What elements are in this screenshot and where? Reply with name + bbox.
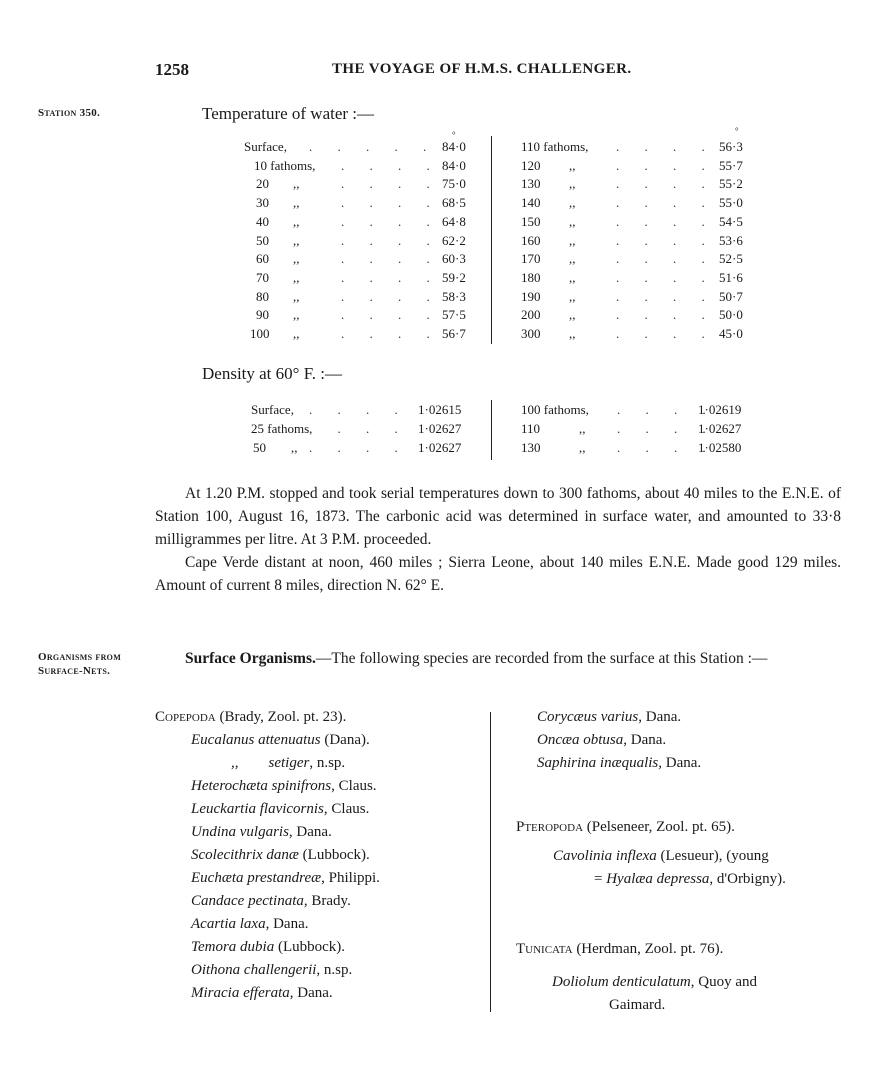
temperature-left-leader-dots: . . . . <box>341 251 430 267</box>
page-number: 1258 <box>155 60 189 79</box>
density-right-ditto-mark: ,, <box>579 440 586 455</box>
margin-note-organisms-line1: Organisms from <box>38 651 122 663</box>
species-authority: , Brady. <box>303 893 351 909</box>
temperature-left-leader-dots: . . . . <box>341 157 430 173</box>
copepoda-species-item <box>191 844 380 867</box>
temperature-right-leader-dots: . . . . <box>616 176 705 192</box>
temperature-left-value: 75·0 <box>442 176 466 192</box>
copepoda-species-item <box>191 729 380 752</box>
species-authority: (Lubbock). <box>274 939 346 955</box>
temperature-right-leader-dots: . . . . <box>616 326 705 341</box>
copepoda-species-item <box>191 936 380 959</box>
species-name: Temora dubia <box>191 939 275 955</box>
density-right-leader-dots: . . . . <box>617 440 706 455</box>
pteropoda-block <box>516 816 786 891</box>
temperature-right-row <box>521 270 751 289</box>
density-left-row <box>251 440 491 459</box>
species-authority: , Philippi. <box>321 870 380 886</box>
temperature-right-leader-dots: . . . . <box>616 139 705 154</box>
species-authority: , Dana. <box>623 732 667 748</box>
copepoda-continued <box>537 706 701 775</box>
temperature-left-row <box>244 176 484 195</box>
temperature-right-value: 51·6 <box>719 269 743 285</box>
temperature-right-row <box>521 158 751 177</box>
temperature-left-value: 60·3 <box>442 251 466 267</box>
copepoda-species-item <box>191 913 380 936</box>
temperature-left-ditto-mark: ,, <box>293 213 300 229</box>
temperature-right-value: 50·0 <box>719 307 743 323</box>
temperature-left-row <box>244 326 484 345</box>
pteropoda-species-authority: (Lesueur), (young <box>656 848 769 864</box>
temperature-left-leader-dots: . . . . <box>341 288 430 304</box>
temperature-left-row <box>244 233 484 252</box>
temperature-left-ditto-mark: ,, <box>293 307 300 323</box>
temperature-right-value: 55·2 <box>719 176 743 192</box>
temperature-right-leader-dots: . . . . <box>616 269 705 285</box>
copepoda-species-item <box>537 752 701 775</box>
temperature-heading: Temperature of water :— <box>202 104 375 123</box>
temperature-left-ditto-mark: ,, <box>293 326 300 341</box>
density-right-ditto-mark: ,, <box>579 421 586 436</box>
copepoda-species-item <box>191 752 380 775</box>
temperature-left-depth: 10 fathoms, <box>254 157 316 173</box>
temperature-left-row <box>244 195 484 214</box>
species-name: Eucalanus attenuatus <box>191 732 321 748</box>
temperature-right-value: 56·3 <box>719 139 743 154</box>
species-authority: , Dana. <box>638 709 682 725</box>
copepoda-species-item <box>191 959 380 982</box>
temperature-right-ditto-mark: ,, <box>569 251 576 267</box>
temperature-left-value: 62·2 <box>442 232 466 248</box>
density-right-depth: 100 fathoms, <box>521 402 589 417</box>
density-right-row <box>521 440 761 459</box>
temperature-left-depth: 100 <box>250 326 270 341</box>
temperature-left-depth: 20 <box>256 176 269 192</box>
temperature-right-row <box>521 195 751 214</box>
temperature-right-row <box>521 139 751 158</box>
temperature-right-ditto-mark: ,, <box>569 326 576 341</box>
temperature-right-leader-dots: . . . . <box>616 288 705 304</box>
tunicata-species-name: Doliolum denticulatum <box>552 974 691 990</box>
copepoda-species-item <box>191 821 380 844</box>
species-name: Miracia efferata <box>191 985 290 1001</box>
temperature-left-depth: 40 <box>256 213 269 229</box>
density-left-row <box>251 421 491 440</box>
temperature-left-row <box>244 214 484 233</box>
temperature-left-row <box>244 158 484 177</box>
temperature-right-depth: 130 <box>521 176 541 192</box>
copepoda-list <box>155 706 380 1005</box>
species-name: ,, setiger <box>231 755 310 771</box>
density-right-value: 1·02580 <box>698 440 742 455</box>
species-name: Leuckartia flavicornis <box>191 801 324 817</box>
species-name: Saphirina inæqualis <box>537 755 659 771</box>
degree-mark-right: ° <box>735 126 739 136</box>
temperature-right-value: 54·5 <box>719 213 743 229</box>
density-left-value: 1·02627 <box>418 421 462 436</box>
temperature-left-row <box>244 139 484 158</box>
temperature-right-leader-dots: . . . . <box>616 232 705 248</box>
pteropoda-synonym-name: Hyalæa depressa <box>606 871 710 887</box>
density-left-leader-dots: . . . . <box>309 402 398 417</box>
temperature-right-ditto-mark: ,, <box>569 176 576 192</box>
density-left-ditto-mark: ,, <box>291 440 298 455</box>
temperature-left-leader-dots: . . . . <box>341 232 430 248</box>
temperature-right-value: 55·7 <box>719 157 743 173</box>
temperature-right-leader-dots: . . . . <box>616 307 705 323</box>
temperature-right-value: 52·5 <box>719 251 743 267</box>
copepoda-group: Copepoda <box>155 709 216 725</box>
tunicata-block <box>516 938 757 1017</box>
temperature-left-depth: 50 <box>256 232 269 248</box>
density-right-value: 1·02627 <box>698 421 742 436</box>
temperature-left-value: 68·5 <box>442 195 466 211</box>
temperature-left-depth: Surface, <box>244 139 287 154</box>
copepoda-species <box>155 729 380 1005</box>
species-authority: , Dana. <box>658 755 702 771</box>
paragraph-2: Cape Verde distant at noon, 460 miles ; Sierra Leone, about 140 miles E.N.E. Made good 129 miles. Amount of current 8 miles, direction N. 62° E. <box>155 554 841 594</box>
temperature-right-ditto-mark: ,, <box>569 288 576 304</box>
species-name: Oithona challengerii <box>191 962 317 978</box>
temperature-right-leader-dots: . . . . <box>616 213 705 229</box>
species-authority: , Dana. <box>265 916 309 932</box>
temperature-right-depth: 200 <box>521 307 541 323</box>
species-authority: , Claus. <box>323 801 370 817</box>
temperature-left-depth: 60 <box>256 251 269 267</box>
species-name: Candace pectinata <box>191 893 304 909</box>
margin-note-organisms-line2: Surface-Nets. <box>38 665 111 677</box>
density-right-row <box>521 421 761 440</box>
serial-temperatures-paragraph <box>155 482 841 597</box>
temperature-right-row <box>521 233 751 252</box>
temperature-right-depth: 120 <box>521 157 541 173</box>
temperature-left-ditto-mark: ,, <box>293 269 300 285</box>
copepoda-species-item <box>537 706 701 729</box>
temperature-left-value: 64·8 <box>442 213 466 229</box>
density-heading: Density at 60° F. :— <box>202 364 343 383</box>
temperature-left-row <box>244 289 484 308</box>
pteropoda-heading <box>516 816 786 839</box>
temperature-left-leader-dots: . . . . <box>341 195 430 211</box>
density-left-value: 1·02615 <box>418 402 462 417</box>
copepoda-species-item <box>191 890 380 913</box>
temperature-right-ditto-mark: ,, <box>569 232 576 248</box>
species-name: Corycæus varius <box>537 709 639 725</box>
tunicata-group: Tunicata <box>516 941 573 957</box>
paragraph-1: At 1.20 P.M. stopped and took serial temperatures down to 300 fathoms, about 40 miles to the E.N.E. of Station 100, August 16, 1873. The carbonic acid was determined in surface water, and amounted to 33·8 milligrammes per litre. At 3 P.M. proceeded. <box>155 485 841 548</box>
temperature-left-row <box>244 307 484 326</box>
density-left-depth: Surface, <box>251 402 294 417</box>
density-right-value: 1·02619 <box>698 402 742 417</box>
temperature-left-ditto-mark: ,, <box>293 195 300 211</box>
temperature-right-depth: 110 fathoms, <box>521 139 589 154</box>
species-authority: (Dana). <box>320 732 370 748</box>
temperature-left-leader-dots: . . . . <box>341 269 430 285</box>
temperature-left-ditto-mark: ,, <box>293 251 300 267</box>
species-name: Oncæa obtusa <box>537 732 624 748</box>
organisms-column-rule <box>490 712 491 1012</box>
species-authority: , Dana. <box>288 824 332 840</box>
density-right-depth: 130 <box>521 440 541 455</box>
density-right-row <box>521 402 761 421</box>
temperature-left-value: 84·0 <box>442 139 466 154</box>
temperature-left-value: 59·2 <box>442 269 466 285</box>
density-left-leader-dots: . . . . <box>309 421 398 436</box>
density-left-value: 1·02627 <box>418 440 462 455</box>
temperature-left-leader-dots: . . . . <box>341 326 430 341</box>
temperature-right-ditto-mark: ,, <box>569 269 576 285</box>
margin-note-station: Station 350. <box>38 107 101 119</box>
pteropoda-synonym-prefix: = <box>594 871 607 887</box>
density-left-row <box>251 402 491 421</box>
density-column-rule <box>491 400 492 460</box>
temperature-right-row <box>521 289 751 308</box>
density-left-depth: 25 fathoms, <box>251 421 313 436</box>
tunicata-species-line2: Gaimard. <box>609 997 666 1013</box>
margin-note-organisms <box>38 650 121 678</box>
copepoda-species-item <box>537 729 701 752</box>
temperature-left-value: 57·5 <box>442 307 466 323</box>
tunicata-species-line1 <box>516 971 757 994</box>
species-authority: (Lubbock). <box>298 847 370 863</box>
temperature-right-row <box>521 176 751 195</box>
tunicata-authority: (Herdman, Zool. pt. 76). <box>572 941 724 957</box>
species-authority: , Claus. <box>331 778 377 794</box>
temperature-right-leader-dots: . . . . <box>616 157 705 173</box>
density-left-leader-dots: . . . . <box>309 440 398 455</box>
temperature-right-depth: 160 <box>521 232 541 248</box>
temperature-left-depth: 80 <box>256 288 269 304</box>
surface-organisms-paragraph <box>155 647 841 670</box>
surface-organisms-lead: Surface Organisms. <box>185 650 316 667</box>
running-title: THE VOYAGE OF H.M.S. CHALLENGER. <box>332 61 632 77</box>
species-name: Euchæta prestandreæ <box>191 870 322 886</box>
species-authority: , n.sp. <box>316 962 353 978</box>
temperature-right-ditto-mark: ,, <box>569 307 576 323</box>
density-right-depth: 110 <box>521 421 541 436</box>
copepoda-species-item <box>191 867 380 890</box>
pteropoda-synonym-authority: , d'Orbigny). <box>709 871 786 887</box>
temperature-left-row <box>244 270 484 289</box>
temperature-left-row <box>244 251 484 270</box>
pteropoda-group: Pteropoda <box>516 819 584 835</box>
species-name: Heterochæta spinifrons <box>191 778 332 794</box>
temperature-left-leader-dots: . . . . <box>341 213 430 229</box>
pteropoda-species-line1 <box>516 845 786 868</box>
copepoda-species-item <box>191 775 380 798</box>
temperature-left-value: 58·3 <box>442 288 466 304</box>
temperature-right-depth: 170 <box>521 251 541 267</box>
surface-organisms-text: —The following species are recorded from the surface at this Station :— <box>315 650 768 667</box>
temperature-left-value: 56·7 <box>442 326 466 341</box>
temperature-left-ditto-mark: ,, <box>293 176 300 192</box>
pteropoda-species-line2 <box>516 868 786 891</box>
temperature-left-depth: 90 <box>256 307 269 323</box>
copepoda-authority: (Brady, Zool. pt. 23). <box>215 709 347 725</box>
density-right-leader-dots: . . . . <box>617 421 706 436</box>
temperature-left-ditto-mark: ,, <box>293 232 300 248</box>
temperature-left-ditto-mark: ,, <box>293 288 300 304</box>
temperature-right-depth: 140 <box>521 195 541 211</box>
temperature-left-leader-dots: . . . . <box>341 176 430 192</box>
temperature-right-row <box>521 307 751 326</box>
species-authority: , Dana. <box>289 985 333 1001</box>
tunicata-species-authority: , Quoy and <box>690 974 757 990</box>
temperature-right-ditto-mark: ,, <box>569 213 576 229</box>
temperature-right-ditto-mark: ,, <box>569 195 576 211</box>
temperature-right-depth: 300 <box>521 326 541 341</box>
temperature-right-depth: 150 <box>521 213 541 229</box>
temperature-right-depth: 190 <box>521 288 541 304</box>
temperature-right-leader-dots: . . . . <box>616 195 705 211</box>
temperature-left-leader-dots: . . . . . <box>309 139 427 154</box>
temperature-left-leader-dots: . . . . <box>341 307 430 323</box>
temperature-right-row <box>521 326 751 345</box>
temperature-right-leader-dots: . . . . <box>616 251 705 267</box>
temperature-column-rule <box>491 136 492 344</box>
temperature-right-value: 53·6 <box>719 232 743 248</box>
temperature-left-depth: 70 <box>256 269 269 285</box>
temperature-right-row <box>521 214 751 233</box>
degree-mark-left: ° <box>452 130 456 140</box>
species-name: Undina vulgaris <box>191 824 289 840</box>
pteropoda-authority: (Pelseneer, Zool. pt. 65). <box>583 819 735 835</box>
copepoda-species-item <box>191 798 380 821</box>
species-authority: , n.sp. <box>309 755 346 771</box>
temperature-right-row <box>521 251 751 270</box>
pteropoda-species-name: Cavolinia inflexa <box>553 848 657 864</box>
copepoda-species-item <box>191 982 380 1005</box>
species-name: Scolecithrix danæ <box>191 847 299 863</box>
density-right-leader-dots: . . . . <box>617 402 706 417</box>
tunicata-heading <box>516 938 757 961</box>
temperature-left-depth: 30 <box>256 195 269 211</box>
species-name: Acartia laxa <box>191 916 266 932</box>
temperature-right-depth: 180 <box>521 269 541 285</box>
temperature-right-value: 55·0 <box>719 195 743 211</box>
temperature-right-value: 50·7 <box>719 288 743 304</box>
density-left-depth: 50 <box>253 440 266 455</box>
copepoda-heading <box>155 706 380 729</box>
temperature-left-value: 84·0 <box>442 157 466 173</box>
temperature-right-value: 45·0 <box>719 326 743 341</box>
temperature-right-ditto-mark: ,, <box>569 157 576 173</box>
